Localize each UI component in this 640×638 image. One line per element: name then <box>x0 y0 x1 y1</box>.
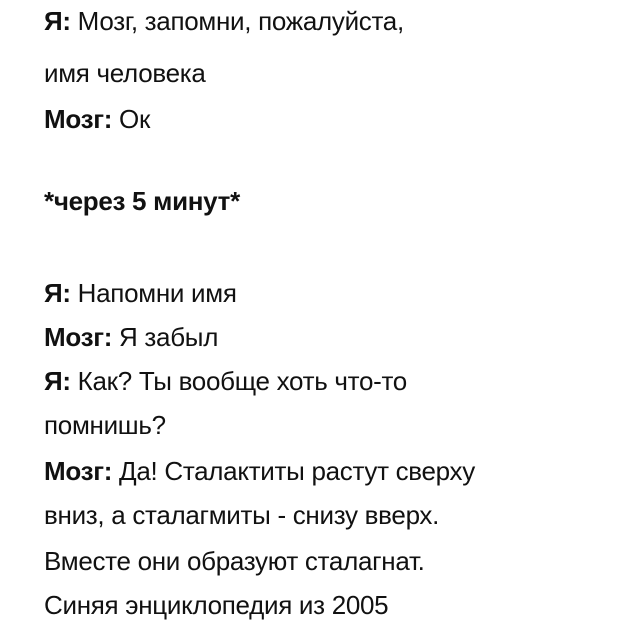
speaker-label: Мозг: <box>44 322 113 352</box>
line-text: Вместе они образуют сталагнат. <box>44 546 425 576</box>
line-text: Мозг, запомни, пожалуйста, <box>70 6 404 36</box>
line-text: вниз, а сталагмиты - снизу вверх. <box>44 500 440 530</box>
dialogue-line <box>44 366 407 396</box>
line-text: имя человека <box>44 58 206 88</box>
dialogue-line <box>44 410 166 440</box>
line-text: Напомни имя <box>70 278 237 308</box>
line-text: Синяя энциклопедия из 2005 <box>44 590 389 620</box>
dialogue-line <box>44 104 150 134</box>
speaker-label: Я: <box>44 6 71 36</box>
speaker-label: Я: <box>44 366 71 396</box>
dialogue-line <box>44 58 206 88</box>
speaker-label: Мозг: <box>44 456 113 486</box>
dialogue-line <box>44 546 425 576</box>
time-skip-text: *через 5 минут* <box>44 186 240 216</box>
speaker-label: Мозг: <box>44 104 113 134</box>
dialogue-line <box>44 278 237 308</box>
line-text: Да! Сталактиты растут сверху <box>112 456 475 486</box>
line-text: Ок <box>112 104 151 134</box>
dialogue-line <box>44 590 388 620</box>
dialogue-line <box>44 456 475 486</box>
dialogue-line <box>44 500 439 530</box>
line-text: Как? Ты вообще хоть что-то <box>70 366 407 396</box>
time-skip-note <box>44 186 240 216</box>
dialogue-line <box>44 322 218 352</box>
line-text: Я забыл <box>112 322 219 352</box>
dialogue-line <box>44 6 404 36</box>
speaker-label: Я: <box>44 278 71 308</box>
line-text: помнишь? <box>44 410 166 440</box>
